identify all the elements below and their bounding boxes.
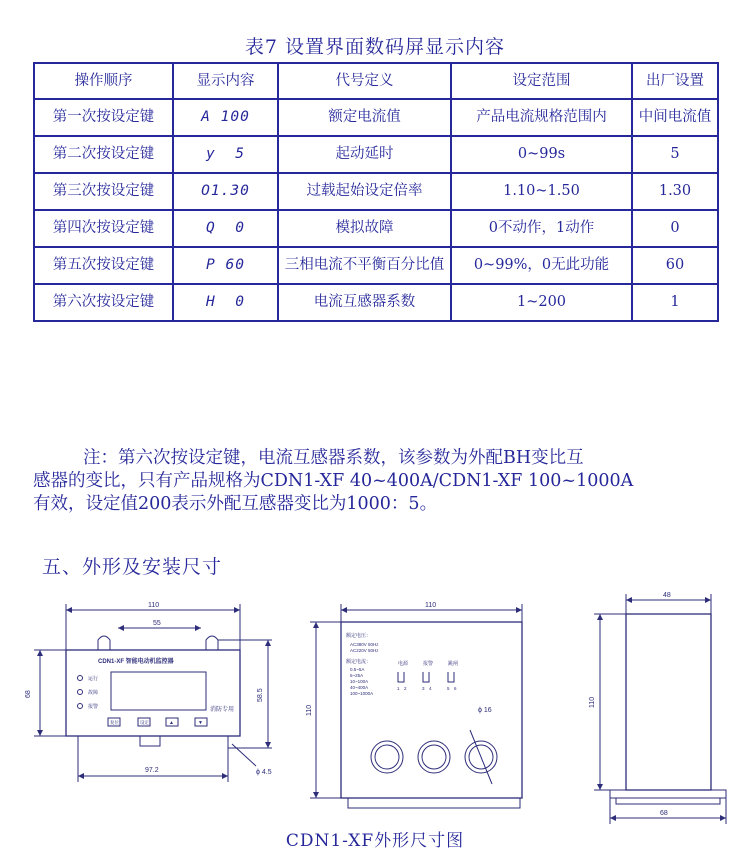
display-content-cell: O1.30 [173, 173, 278, 210]
dim-label: 48 [663, 592, 671, 599]
button-label: ▲ [169, 720, 174, 726]
range-cell: 0不动作，1动作 [451, 210, 632, 247]
button-label: ▼ [198, 720, 203, 726]
range-cell: 1~200 [451, 284, 632, 321]
op-order-cell: 第四次按设定键 [34, 210, 173, 247]
spec-option: 10~100A [350, 679, 369, 684]
dim-label: 97.2 [145, 767, 159, 774]
dim-label: ϕ 4.5 [256, 769, 272, 776]
range-cell: 0~99%，0无此功能 [451, 247, 632, 284]
code-definition-cell: 起动延时 [278, 136, 451, 173]
indicator-led [78, 690, 83, 695]
range-cell: 0~99s [451, 136, 632, 173]
spec-option: AC380V 50Hz [350, 642, 379, 647]
code-definition-cell: 额定电流值 [278, 99, 451, 136]
table-row [34, 173, 718, 210]
cable-hole [371, 741, 403, 773]
dim-label: 58.5 [257, 688, 264, 702]
range-cell: 1.10~1.50 [451, 173, 632, 210]
spec-option: AC220V 50Hz [350, 648, 379, 653]
terminal-number: 2 [404, 686, 407, 691]
dim-label: ϕ 16 [478, 707, 492, 714]
code-definition-cell: 电流互感器系数 [278, 284, 451, 321]
spec-option: 100~1000A [350, 691, 374, 696]
code-definition-cell: 三相电流不平衡百分比值 [278, 247, 451, 284]
op-order-cell: 第五次按设定键 [34, 247, 173, 284]
indicator-led [78, 704, 83, 709]
dim-label: 68 [660, 810, 668, 817]
dim-label: 68 [25, 690, 32, 698]
terminal-number: 1 [397, 686, 400, 691]
note-line: 注：第六次按设定键，电流互感器系数，该参数为外配BH变比互 [83, 448, 584, 468]
header-cell: 显示内容 [173, 63, 278, 99]
op-order-cell: 第一次按设定键 [34, 99, 173, 136]
terminal-block [398, 672, 454, 682]
terminal-label: 电源 [398, 661, 409, 667]
header-cell: 代号定义 [278, 63, 451, 99]
terminal-number: 4 [429, 686, 432, 691]
dim-label: 55 [153, 620, 161, 627]
table-row [34, 210, 718, 247]
display-content-cell: P 60 [173, 247, 278, 284]
spec-option: 5~25A [350, 673, 364, 678]
code-definition-cell: 模拟故障 [278, 210, 451, 247]
indicator-led [78, 676, 83, 681]
code-definition-cell: 过载起始设定倍率 [278, 173, 451, 210]
dimension-drawing [0, 590, 750, 826]
note-line: 感器的变比，只有产品规格为CDN1-XF 40~400A/CDN1-XF 100~1000A [33, 471, 634, 491]
terminal-number: 3 [422, 686, 425, 691]
side-housing [626, 614, 711, 790]
terminal-number: 5 [447, 686, 450, 691]
display-screen [111, 672, 206, 710]
factory-setting-cell: 5 [632, 136, 718, 173]
din-rail-base [610, 790, 726, 804]
terminal-label: 报警 [423, 661, 434, 667]
device-name: CDN1-XF 智能电动机监控器 [98, 659, 174, 665]
dim-label: 110 [425, 602, 437, 609]
note-paragraph [33, 447, 723, 516]
dim-label: 110 [148, 602, 160, 609]
factory-setting-cell: 1.30 [632, 173, 718, 210]
spec-label: 额定电压： [346, 633, 372, 639]
factory-setting-cell: 1 [632, 284, 718, 321]
factory-setting-cell: 0 [632, 210, 718, 247]
table-row [34, 284, 718, 321]
indicator-label: 故障 [88, 690, 99, 696]
table-row [34, 136, 718, 173]
terminal-label: 跳闸 [448, 661, 459, 667]
settings-table [33, 62, 719, 322]
spec-label: 额定电流： [346, 659, 372, 665]
cable-hole [418, 741, 450, 773]
button-label: 复位 [110, 720, 119, 725]
op-order-cell: 第三次按设定键 [34, 173, 173, 210]
back-view [306, 602, 522, 808]
button-label: 设定 [140, 720, 149, 725]
spec-option: 40~400A [350, 685, 369, 690]
section-title: 五、外形及安装尺寸 [42, 556, 223, 578]
dim-label: 110 [589, 696, 596, 708]
display-content-cell: A 100 [173, 99, 278, 136]
front-view [25, 602, 272, 782]
display-content-cell: H 0 [173, 284, 278, 321]
display-content-cell: Q 0 [173, 210, 278, 247]
note-line: 有效，设定值200表示外配互感器变比为1000：5。 [33, 494, 438, 514]
terminal-number: 6 [454, 686, 457, 691]
op-order-cell: 第二次按设定键 [34, 136, 173, 173]
header-cell: 出厂设置 [632, 63, 718, 99]
display-content-cell: y 5 [173, 136, 278, 173]
header-cell: 操作顺序 [34, 63, 173, 99]
table-title: 表7 设置界面数码屏显示内容 [244, 36, 506, 58]
range-cell: 产品电流规格范围内 [451, 99, 632, 136]
factory-setting-cell: 中间电流值 [632, 99, 718, 136]
indicator-label: 报警 [88, 704, 99, 710]
header-cell: 设定范围 [451, 63, 632, 99]
factory-setting-cell: 60 [632, 247, 718, 284]
table-header-row [34, 63, 718, 99]
indicator-label: 运行 [88, 676, 99, 682]
dim-label: 110 [306, 704, 313, 716]
table-row [34, 99, 718, 136]
table-row [34, 247, 718, 284]
fire-label: 消防专用 [210, 707, 235, 713]
figure-caption: CDN1-XF外形尺寸图 [285, 831, 465, 851]
side-view [589, 592, 726, 824]
spec-option: 0.5~5A [350, 667, 365, 672]
op-order-cell: 第六次按设定键 [34, 284, 173, 321]
